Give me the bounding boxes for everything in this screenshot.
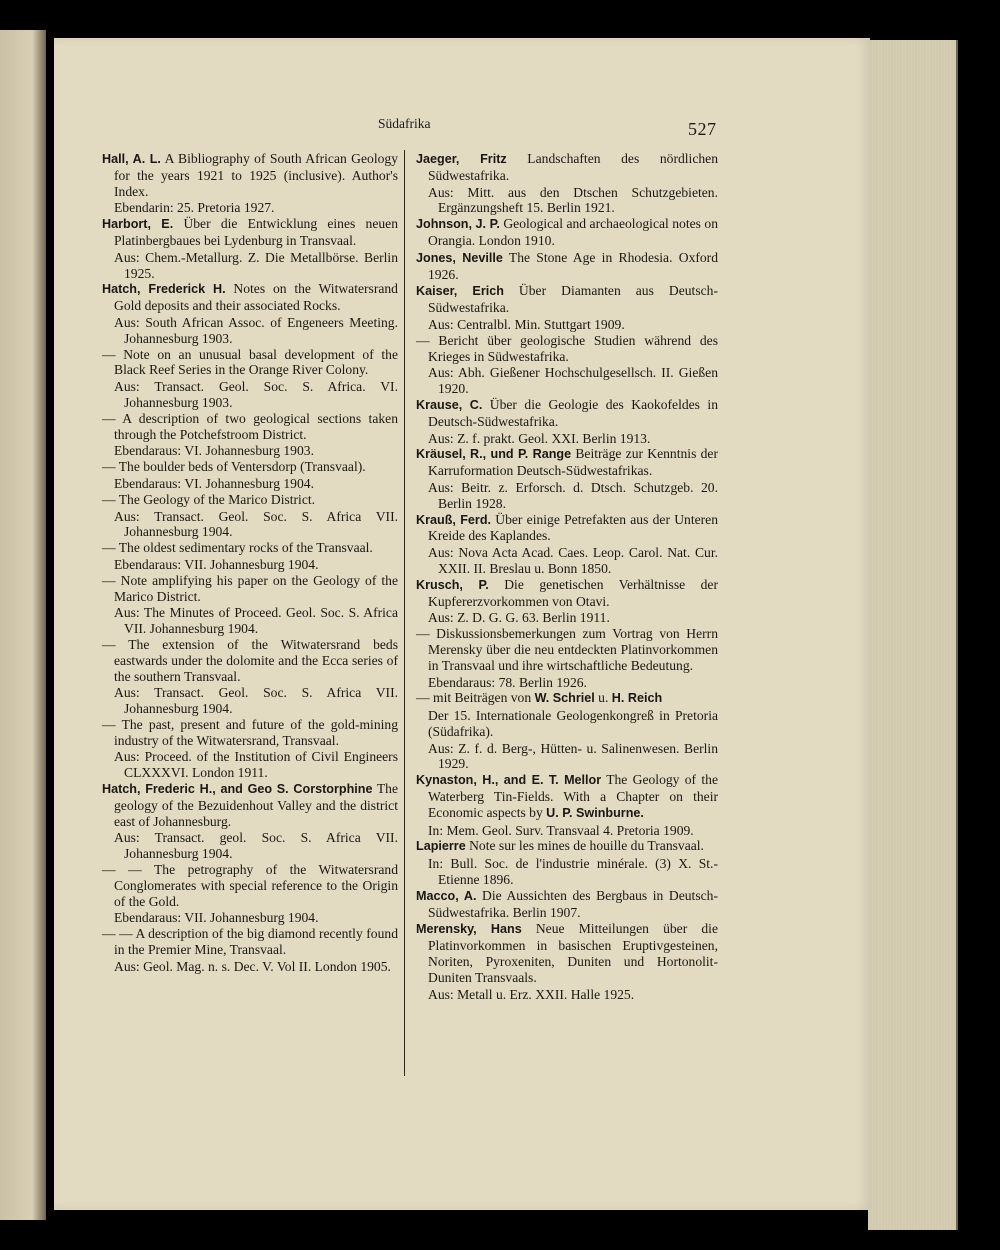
citation-source: Ebendaraus: 78. Berlin 1926. [428,674,587,690]
bibliography-entry [102,492,398,508]
bibliography-entry [102,573,398,605]
entry-author: Krauß, Ferd. [416,512,492,527]
citation-source: Ebendaraus: VII. Johannesburg 1904. [114,556,319,572]
citation-source: Aus: Transact. Geol. Soc. S. Africa VII. Johannesburg 1904. [114,508,398,540]
entry-title: — A description of two geological sections taken through the Potchefstroom District. [102,410,398,442]
entry-title: — The extension of the Witwatersrand beds eastwards under the dolomite and the Ecca series of the southern Transvaal. [102,636,398,684]
citation-source: Aus: Geol. Mag. n. s. Dec. V. Vol II. London 1905. [114,958,391,974]
entry-author: Jaeger, Fritz [416,152,507,166]
entry-author: Hatch, Frederick H. [102,282,226,297]
entry-title: The Geology of the Waterberg Tin-Fields. With a Chapter on their Economic aspects by [428,772,718,820]
contributor-name: U. P. Swinburne. [546,805,644,820]
entry-title: — Bericht über geologische Studien während des Krieges in Südwestafrika. [416,332,718,364]
entry-author: Lapierre [416,839,466,854]
bibliography-entry [416,772,718,821]
bibliography-entry [102,926,398,958]
page-number: 527 [688,119,717,139]
entry-author: Krusch, P. [416,577,489,592]
bibliography-entry [416,333,718,365]
bibliography-entry [416,283,718,316]
citation-source: In: Bull. Soc. de l'industrie minérale. (3) X. St.-Etienne 1896. [428,856,718,888]
entry-title: — The Geology of the Marico District. [102,491,316,507]
entry-title: — The oldest sedimentary rocks of the Transvaal. [102,540,373,556]
entry-title: The Stone Age in Rhodesia. Oxford 1926. [428,249,719,282]
entry-author: Kynaston, H., and E. T. Mellor [416,773,602,788]
citation-source: Aus: Z. f. d. Berg-, Hütten- u. Salinenwesen. Berlin 1929. [428,740,718,772]
bibliography-entry [102,540,398,556]
citation-source: Ebendaraus: VI. Johannesburg 1903. [114,443,314,459]
citation-source: Aus: Centralbl. Min. Stuttgart 1909. [428,316,625,332]
citation-source: Aus: Z. D. G. G. 63. Berlin 1911. [428,610,610,626]
bibliography-entry [102,781,398,829]
column-divider [404,150,405,1076]
bibliography-entry [416,216,718,249]
left-column [102,151,398,975]
bibliography-entry [416,626,718,673]
entry-title: — mit Beiträgen von [416,690,535,706]
bibliography-entry [416,446,718,479]
entry-author: Kräusel, R., und P. Range [416,447,572,462]
entry-title: — — The petrography of the Witwatersrand Conglomerates with special reference to the Origin of the Gold. [102,862,398,909]
citation-source: Aus: South African Assoc. of Engeneers Meeting. Johannesburg 1903. [114,314,398,346]
entry-author: Johnson, J. P. [416,217,500,232]
entry-title: Über einige Petrefakten aus der Unteren Kreide des Kaplandes. [428,511,718,544]
bibliography-entry [416,921,718,985]
bibliography-entry [102,637,398,684]
entry-author: Jones, Neville [416,250,503,265]
citation-source: Aus: Proceed. of the Institution of Civil Engineers CLXXXVI. London 1911. [114,749,398,781]
bibliography-entry [416,577,718,610]
bibliography-entry [102,216,398,249]
bibliography-entry [102,151,398,199]
entry-title: — — A description of the big diamond recently found in the Premier Mine, Transvaal. [102,926,398,958]
entry-title: Landschaften des nördlichen Südwestafrika. [428,151,718,183]
bibliography-entry [102,281,398,314]
citation-source: Aus: Metall u. Erz. XXII. Halle 1925. [428,986,635,1002]
bibliography-entry [416,397,718,430]
citation-source: In: Mem. Geol. Surv. Transvaal 4. Pretoria 1909. [428,822,694,838]
citation-source: Aus: Chem.-Metallurg. Z. Die Metallbörse. Berlin 1925. [114,249,398,281]
entry-title: — Note amplifying his paper on the Geology of the Marico District. [102,572,398,604]
citation-source: Ebendaraus: VII. Johannesburg 1904. [114,910,319,926]
contributor-name: H. Reich [611,691,663,706]
entry-title: — The boulder beds of Ventersdorp (Transvaal). [102,459,366,475]
entry-title: Notes on the Witwatersrand Gold deposits and their associated Rocks. [114,281,398,314]
bibliography-entry [102,347,398,379]
entry-title: Beiträge zur Kenntnis der Karruformation Deutsch-Südwestafrikas. [428,446,718,479]
entry-title: Neue Mitteilungen über die Platinvorkommen in basischen Eruptivgesteinen, Noriten, Pyroxeniten, Duniten und Hortonolit-Duniten Transvaals. [428,921,718,985]
citation-source: Aus: Transact. Geol. Soc. S. Africa. VI. Johannesburg 1903. [114,379,398,410]
facing-page-edge [0,30,46,1220]
entry-text: u. [594,690,612,706]
entry-title: Note sur les mines de houille du Transvaal. [465,838,704,854]
entry-title: — Note on an unusual basal development of the Black Reef Series in the Orange River Colony. [102,346,398,378]
citation-source: Aus: The Minutes of Proceed. Geol. Soc. S. Africa VII. Johannesburg 1904. [114,605,398,637]
entry-author: Merensky, Hans [416,922,522,937]
book-page-edges [868,40,958,1230]
bibliography-entry [416,151,718,184]
citation-source: Ebendarin: 25. Pretoria 1927. [114,200,275,216]
bibliography-entry [102,411,398,443]
entry-author: Macco, A. [416,888,477,903]
citation-source: Aus: Transact. Geol. Soc. S. Africa VII. Johannesburg 1904. [114,685,398,717]
bibliography-entry [416,250,718,283]
bibliography-entry [416,838,718,855]
citation-source: Aus: Z. f. prakt. Geol. XXI. Berlin 1913. [428,430,651,446]
entry-title: The geology of the Bezuidenhout Valley and the district east of Johannesburg. [114,781,398,829]
bibliography-entry [102,862,398,909]
entry-author: Kaiser, Erich [416,284,504,299]
citation-source: Aus: Beitr. z. Erforsch. d. Dtsch. Schutzgeb. 20. Berlin 1928. [428,479,718,511]
bibliography-entry [416,690,718,707]
bibliography-entry [102,717,398,749]
entry-title: — The past, present and future of the gold-mining industry of the Witwatersrand, Transvaal. [102,716,398,748]
entry-author: Krause, C. [416,397,483,412]
entry-title: Über die Geologie des Kaokofeldes in Deutsch-Südwestafrika. [428,396,718,429]
right-column [416,151,718,1002]
entry-author: Hatch, Frederic H., and Geo S. Corstorphine [102,782,373,797]
entry-title: Geological and archaeological notes on Orangia. London 1910. [428,216,719,248]
bibliography-entry [102,459,398,475]
entry-title: Über Diamanten aus Deutsch-Südwestafrika. [428,283,718,316]
citation-source: Aus: Nova Acta Acad. Caes. Leop. Carol. Nat. Cur. XXII. II. Breslau u. Bonn 1850. [428,545,718,576]
contributor-name: W. Schriel [534,691,595,706]
bibliography-entry [416,512,718,545]
entry-author: Harbort, E. [102,217,174,232]
entry-title: A Bibliography of South African Geology for the years 1921 to 1925 (inclusive). Author's Index. [114,151,398,199]
citation-source: Aus: Mitt. aus den Dtschen Schutzgebieten. Ergänzungsheft 15. Berlin 1921. [428,184,718,216]
entry-title: — Diskussionsbemerkungen zum Vortrag von Herrn Merensky über die neu entdeckten Platinvorkommen in Transvaal und ihre wirtschaftliche Bedeutung. [416,626,718,673]
entry-title: Die genetischen Verhältnisse der Kupfererzvorkommen von Otavi. [428,576,718,609]
citation-source: Aus: Transact. geol. Soc. S. Africa VII. Johannesburg 1904. [114,830,398,862]
bibliography-entry [416,888,718,921]
entry-continuation: Der 15. Internationale Geologenkongreß in Pretoria (Südafrika). [428,708,718,739]
entry-title: Über die Entwicklung eines neuen Platinbergbaues bei Lydenburg in Transvaal. [114,216,398,248]
citation-source: Ebendaraus: VI. Johannesburg 1904. [114,475,314,491]
entry-title: Die Aussichten des Bergbaus in Deutsch-Südwestafrika. Berlin 1907. [428,887,718,920]
running-head: Südafrika [378,116,431,131]
entry-author: Hall, A. L. [102,152,161,166]
citation-source: Aus: Abh. Gießener Hochschulgesellsch. II. Gießen 1920. [428,365,718,397]
